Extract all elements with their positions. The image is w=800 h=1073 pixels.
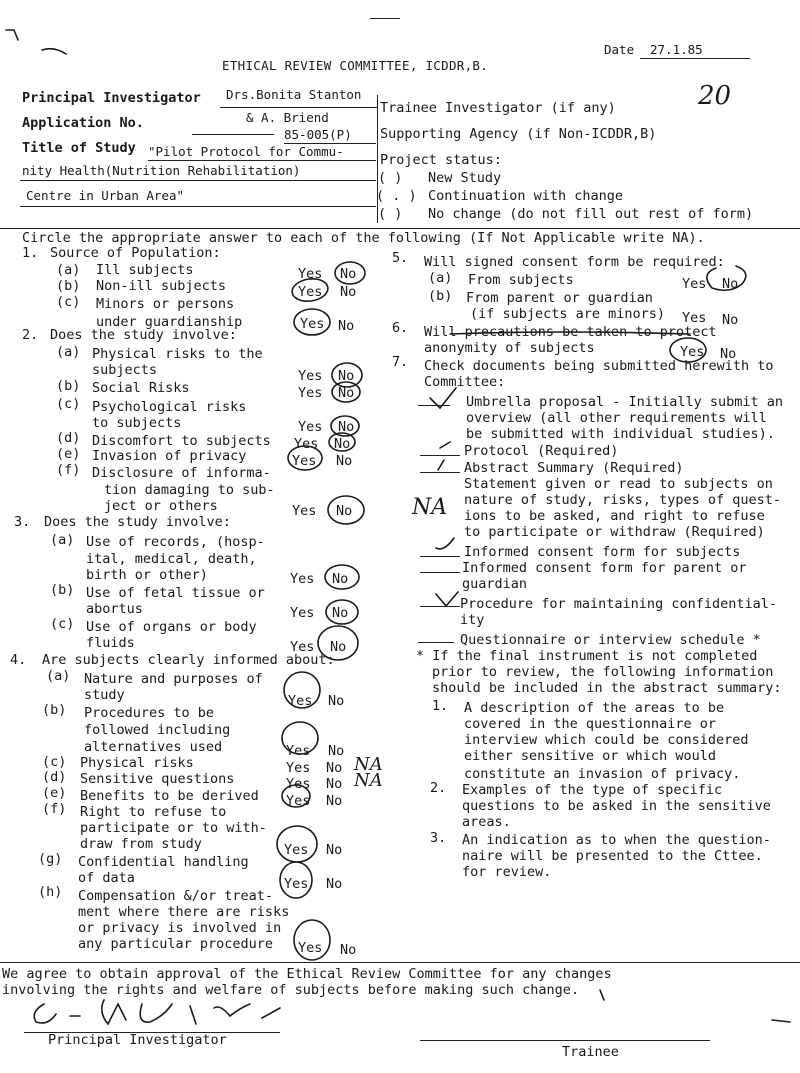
q4d-na-note: NA [354,770,383,791]
q4b-label-1: Procedures to be [84,705,215,721]
q1-number: 1. [22,245,39,261]
q4a-label-2: study [84,687,125,703]
q4g-no[interactable]: No [326,876,343,892]
q5-label: Will signed consent form be required: [424,254,725,270]
title-underline-1 [148,160,376,161]
q7-doc-protocol: Protocol (Required) [464,443,619,459]
q2a-label-2: subjects [92,362,158,378]
q6-no[interactable]: No [720,346,737,362]
q2b-letter: (b) [56,378,81,394]
q4c-label: Physical risks [80,755,194,771]
q7-doc-consent-subjects: Informed consent form for subjects [464,544,741,560]
q3a-label-2: ital, medical, death, [86,551,257,567]
q2c-yes[interactable]: Yes [298,419,323,435]
title-underline-3 [20,206,376,207]
date-value: 27.1.85 [650,42,703,57]
q7-doc-umbrella-3: be submitted with individual studies). [466,426,775,442]
q2a-yes[interactable]: Yes [298,368,323,384]
q7-footnote-2: prior to review, the following information [432,664,774,680]
q4h-label-4: any particular procedure [78,936,274,952]
q4b-label-2: followed including [84,722,231,738]
q7-sub3-line-1: An indication as to when the question- [462,832,771,848]
q2-label: Does the study involve: [50,327,237,343]
q7-doc-statement-2: nature of study, risks, types of quest- [464,492,781,508]
q4a-label-1: Nature and purposes of [84,671,263,687]
checkmark [436,538,454,549]
q2b-no[interactable]: No [338,385,355,401]
q4g-label-2: of data [78,870,135,886]
status-box-continuation[interactable]: ( . ) [376,188,417,204]
title-value-2: nity Health(Nutrition Rehabilitation) [22,163,301,178]
q7-doc-consent-parent-2: guardian [462,576,528,592]
q2f-no[interactable]: No [336,503,353,519]
q2e-no[interactable]: No [336,453,353,469]
q4-label: Are subjects clearly informed about: [42,652,335,668]
q7-number: 7. [392,354,409,370]
q7-na-mark: NA [412,495,448,520]
pi-label: Principal Investigator [22,90,201,106]
q4h-label-1: Compensation &/or treat- [78,888,274,904]
status-continuation: Continuation with change [428,188,624,204]
q4h-label-3: or privacy is involved in [78,920,282,936]
application-underline-left [192,134,274,135]
q7-doc-check-line[interactable] [420,572,460,573]
handwritten-corner-mark: 20 [698,81,732,111]
q7-sub2-line-1: Examples of the type of specific [462,782,723,798]
q4g-label-1: Confidential handling [78,854,249,870]
q7-doc-check-line[interactable] [418,642,454,643]
q1a-yes[interactable]: Yes [298,266,323,282]
q4a-letter: (a) [46,668,71,684]
q4e-letter: (e) [42,785,67,801]
q4f-label-2: participate or to with- [80,820,267,836]
q2c-label-1: Psychological risks [92,399,247,415]
q3c-letter: (c) [50,616,75,632]
q3a-label-3: birth or other) [86,567,208,583]
q7-sub2-line-3: areas. [462,814,511,830]
status-label: Project status: [380,152,502,168]
q1a-label: Ill subjects [96,262,194,278]
q4e-label: Benefits to be derived [80,788,259,804]
q2-number: 2. [22,327,39,343]
q5b-no[interactable]: No [722,312,739,328]
checkmark [440,442,450,448]
q4h-yes[interactable]: Yes [298,940,323,956]
pi-underline [220,107,378,108]
form-title: ETHICAL REVIEW COMMITTEE, ICDDR,B. [222,58,489,73]
q4h-no[interactable]: No [340,942,357,958]
q7-label-2: Committee: [424,374,506,390]
q2e-yes[interactable]: Yes [292,453,317,469]
q2c-label-2: to subjects [92,415,182,431]
q3b-no[interactable]: No [332,605,349,621]
trainee-label: Trainee Investigator (if any) [380,100,616,116]
q7-label-1: Check documents being submitted herewith to [424,358,774,374]
q3b-letter: (b) [50,582,75,598]
q7-doc-statement-4: to participate or withdraw (Required) [464,524,765,540]
q5b-label-1: From parent or guardian [466,290,653,306]
q2d-yes[interactable]: Yes [294,436,319,452]
q7-doc-statement-1: Statement given or read to subjects on [464,476,773,492]
q1b-label: Non-ill subjects [96,278,227,294]
q1-label: Source of Population: [50,245,221,261]
pi-value-2: & A. Briend [246,110,329,125]
q5b-letter: (b) [428,288,453,304]
top-mark [370,18,400,19]
q7-sub3-number: 3. [430,830,447,846]
q5b-label-2: (if subjects are minors) [470,306,666,322]
instructions: Circle the appropriate answer to each of the following (If Not Applicable write NA). [22,230,705,246]
q4b-letter: (b) [42,702,67,718]
trainee-signature-label: Trainee [562,1044,619,1060]
q2d-no[interactable]: No [334,436,351,452]
q4f-label-1: Right to refuse to [80,804,227,820]
q4d-yes[interactable]: Yes [286,776,311,792]
q2e-letter: (e) [56,446,81,462]
q2c-no[interactable]: No [338,419,355,435]
q4b-no[interactable]: No [328,743,345,759]
q4-number: 4. [10,652,27,668]
q1a-no[interactable]: No [340,266,357,282]
q2d-letter: (d) [56,430,81,446]
title-label: Title of Study [22,140,136,156]
application-value: 85-005(P) [284,127,352,142]
pi-value-1: Drs.Bonita Stanton [226,87,362,102]
q4b-label-3: alternatives used [84,739,223,755]
q2f-label-3: ject or others [104,498,218,514]
checkmark [436,592,458,606]
q7-doc-check-line[interactable] [420,556,460,557]
q7-footnote-3: should be included in the abstract summary: [432,680,782,696]
q7-doc-confidentiality-1: Procedure for maintaining confidential- [460,596,777,612]
q7-doc-check-line[interactable] [420,455,460,456]
q7-doc-check-line[interactable] [420,472,460,473]
q1a-letter: (a) [56,262,81,278]
q6-yes[interactable]: Yes [680,344,705,360]
q1b-letter: (b) [56,278,81,294]
agreement-line-1: We agree to obtain approval of the Ethical Review Committee for any changes [2,966,612,982]
q2f-label-2: tion damaging to sub- [104,482,275,498]
q3b-label-2: abortus [86,601,143,617]
q7-sub1-line-4: either sensitive or which would [464,748,716,764]
q1b-yes[interactable]: Yes [298,284,323,300]
q7-sub1-line-2: covered in the questionnaire or [464,716,716,732]
q6-label-2: anonymity of subjects [424,340,595,356]
q4e-yes[interactable]: Yes [286,793,311,809]
q1c-letter: (c) [56,294,81,310]
q4a-no[interactable]: No [328,693,345,709]
q3a-letter: (a) [50,532,75,548]
q4h-label-2: ment where there are risks [78,904,290,920]
q5a-yes[interactable]: Yes [682,276,707,292]
q7-sub1-line-3: interview which could be considered [464,732,749,748]
scan-mark [42,49,66,54]
application-label: Application No. [22,115,144,131]
q4c-yes[interactable]: Yes [286,760,311,776]
q1c-yes[interactable]: Yes [300,316,325,332]
q4e-no[interactable]: No [326,793,343,809]
q7-doc-umbrella-2: overview (all other requirements will [466,410,767,426]
q3a-label-1: Use of records, (hosp- [86,534,265,550]
q3c-label-1: Use of organs or body [86,619,257,635]
q3c-yes[interactable]: Yes [290,639,315,655]
q4c-no[interactable]: No [326,760,343,776]
q7-doc-umbrella-1: Umbrella proposal - Initially submit an [466,394,783,410]
status-box-new[interactable]: ( ) [378,170,403,186]
q4f-label-3: draw from study [80,836,202,852]
date-label: Date [604,42,635,57]
q4d-letter: (d) [42,769,67,785]
q5a-label: From subjects [468,272,574,288]
title-value-1: "Pilot Protocol for Commu- [148,144,344,159]
signature-scrawl [34,1000,280,1024]
q2f-label-1: Disclosure of informa- [92,465,271,481]
q4d-no[interactable]: No [326,776,343,792]
status-box-no-change[interactable]: ( ) [378,206,403,222]
q7-doc-confidentiality-2: ity [460,612,485,628]
q5-number: 5. [392,250,409,266]
q7-doc-consent-parent-1: Informed consent form for parent or [462,560,747,576]
q2b-yes[interactable]: Yes [298,385,323,401]
q4c-letter: (c) [42,754,67,770]
date-underline [640,58,750,59]
q3b-yes[interactable]: Yes [290,605,315,621]
agency-label: Supporting Agency (if Non-ICDDR,B) [380,126,657,142]
agreement-divider [0,962,800,963]
q4f-yes[interactable]: Yes [284,842,309,858]
title-underline-2 [20,180,376,181]
q6-label-1: Will precautions be taken to protect [424,324,717,340]
q7-sub3-line-2: naire will be presented to the Cttee. [462,848,763,864]
trainee-signature-line[interactable] [420,1040,710,1041]
q4h-letter: (h) [38,884,63,900]
pi-signature-label: Principal Investigator [48,1032,227,1048]
q2a-letter: (a) [56,344,81,360]
q4f-no[interactable]: No [326,842,343,858]
q7-doc-questionnaire: Questionnaire or interview schedule * [460,632,761,648]
q2e-label: Invasion of privacy [92,448,247,464]
q7-doc-check-line[interactable] [420,606,460,607]
q5a-no[interactable]: No [722,276,739,292]
q4c-na-note: NA [354,754,383,775]
q4d-label: Sensitive questions [80,771,235,787]
q3b-label-1: Use of fetal tissue or [86,585,265,601]
title-value-3: Centre in Urban Area" [26,188,185,203]
q2a-no[interactable]: No [338,368,355,384]
margin-mark [600,990,790,1022]
q2c-letter: (c) [56,396,81,412]
scan-mark [6,30,18,40]
q1c-label-2: under guardianship [96,314,243,330]
q1c-label-1: Minors or persons [96,296,235,312]
agreement-line-2: involving the rights and welfare of subjects before making such change. [2,982,580,998]
q2f-letter: (f) [56,462,81,478]
q7-sub2-number: 2. [430,780,447,796]
status-new-study: New Study [428,170,502,186]
q7-sub1-line-1: A description of the areas to be [464,700,725,716]
q2b-label: Social Risks [92,380,190,396]
q7-doc-check-line[interactable] [418,405,450,406]
q5a-letter: (a) [428,270,453,286]
q7-doc-statement-3: ions to be asked, and right to refuse [464,508,765,524]
q3a-yes[interactable]: Yes [290,571,315,587]
q7-sub1-number: 1. [432,698,449,714]
q3-label: Does the study involve: [44,514,231,530]
section-divider [0,228,800,229]
q7-doc-abstract: Abstract Summary (Required) [464,460,684,476]
checkmark [438,460,444,470]
q7-footnote-1: * If the final instrument is not completed [416,648,758,664]
q2a-label-1: Physical risks to the [92,346,263,362]
q2f-yes[interactable]: Yes [292,503,317,519]
q1c-no[interactable]: No [338,318,355,334]
q7-sub3-line-3: for review. [462,864,552,880]
q4g-yes[interactable]: Yes [284,876,309,892]
q4b-yes[interactable]: Yes [286,743,311,759]
q4g-letter: (g) [38,851,63,867]
q7-sub2-line-2: questions to be asked in the sensitive [462,798,771,814]
q4f-letter: (f) [42,801,67,817]
q3c-no[interactable]: No [330,639,347,655]
q5b-yes[interactable]: Yes [682,310,707,326]
q3-number: 3. [14,514,31,530]
q1b-no[interactable]: No [340,284,357,300]
status-no-change: No change (do not fill out rest of form) [428,206,754,222]
q4a-yes[interactable]: Yes [288,693,313,709]
q3c-label-2: fluids [86,635,135,651]
q7-sub1-line-5: constitute an invasion of privacy. [464,766,741,782]
q2d-label: Discomfort to subjects [92,433,271,449]
q3a-no[interactable]: No [332,571,349,587]
q6-number: 6. [392,320,409,336]
